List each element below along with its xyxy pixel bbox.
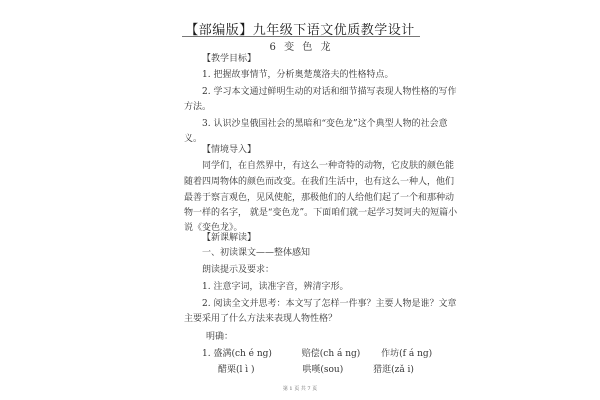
- intro-line-1: 同学们，在自然界中，有这么一种奇特的动物，它皮肤的颜色能: [202, 161, 455, 171]
- goal-item-2-cont: 方法。: [184, 102, 212, 112]
- intro-heading: 【情境导入】: [202, 145, 257, 155]
- new-lesson-heading: 【新课解读】: [202, 233, 257, 243]
- intro-line-5: 说《变色龙》。: [184, 223, 243, 233]
- intro-line-3: 最善于察言观色，见风使舵，那极他们的人给他们起了一个和那种动: [184, 193, 455, 203]
- document-title: 【部编版】九年级下语文优质教学设计: [185, 23, 415, 38]
- goal-item-3-cont: 义。: [184, 134, 203, 144]
- intro-line-4: 物一样的名字， 就是“变色龙”。下面咱们就一起学习契诃夫的短篇小: [184, 208, 458, 218]
- reading-step-heading: 一、初读课文——整体感知: [202, 248, 311, 258]
- reading-tips-label: 朗读提示及要求：: [202, 265, 275, 275]
- goals-heading: 【教学目标】: [202, 54, 257, 64]
- clarify-label: 明确：: [206, 332, 234, 342]
- reading-tip-2-cont: 主要采用了什么方法来表现人物性格？: [184, 314, 338, 324]
- goal-item-2: 2. 学习本文通过鲜明生动的对话和细节描写表现人物性格的写作: [202, 87, 457, 97]
- vocab-line-2: 醋栗(l ì ) 哄嘆(sou) 猎逛(zǎ i): [218, 365, 414, 375]
- page-footer: 第 1 页 共 7 页: [282, 386, 318, 392]
- lesson-heading: 6 变 色 龙: [269, 42, 331, 53]
- vocab-line-1: 1. 盛满(ch é ng) 赔偿(ch á ng) 作坊(f á ng): [202, 349, 433, 359]
- goal-item-1: 1. 把握故事情节，分析奥楚蔑洛夫的性格特点。: [202, 70, 394, 80]
- intro-line-2: 随着四周物体的颜色而改变。在我们生活中，也有这么一种人，他们: [184, 177, 455, 187]
- reading-tip-1: 1. 注意字词，读准字音，辨清字形。: [202, 282, 349, 292]
- title-underline: [182, 36, 420, 37]
- goal-item-3: 3. 认识沙皇俄国社会的黑暗和“变色龙”这个典型人物的社会意: [202, 119, 448, 129]
- reading-tip-2: 2. 阅读全文并思考：本文写了怎样一件事？主要人物是谁？文章: [202, 299, 457, 309]
